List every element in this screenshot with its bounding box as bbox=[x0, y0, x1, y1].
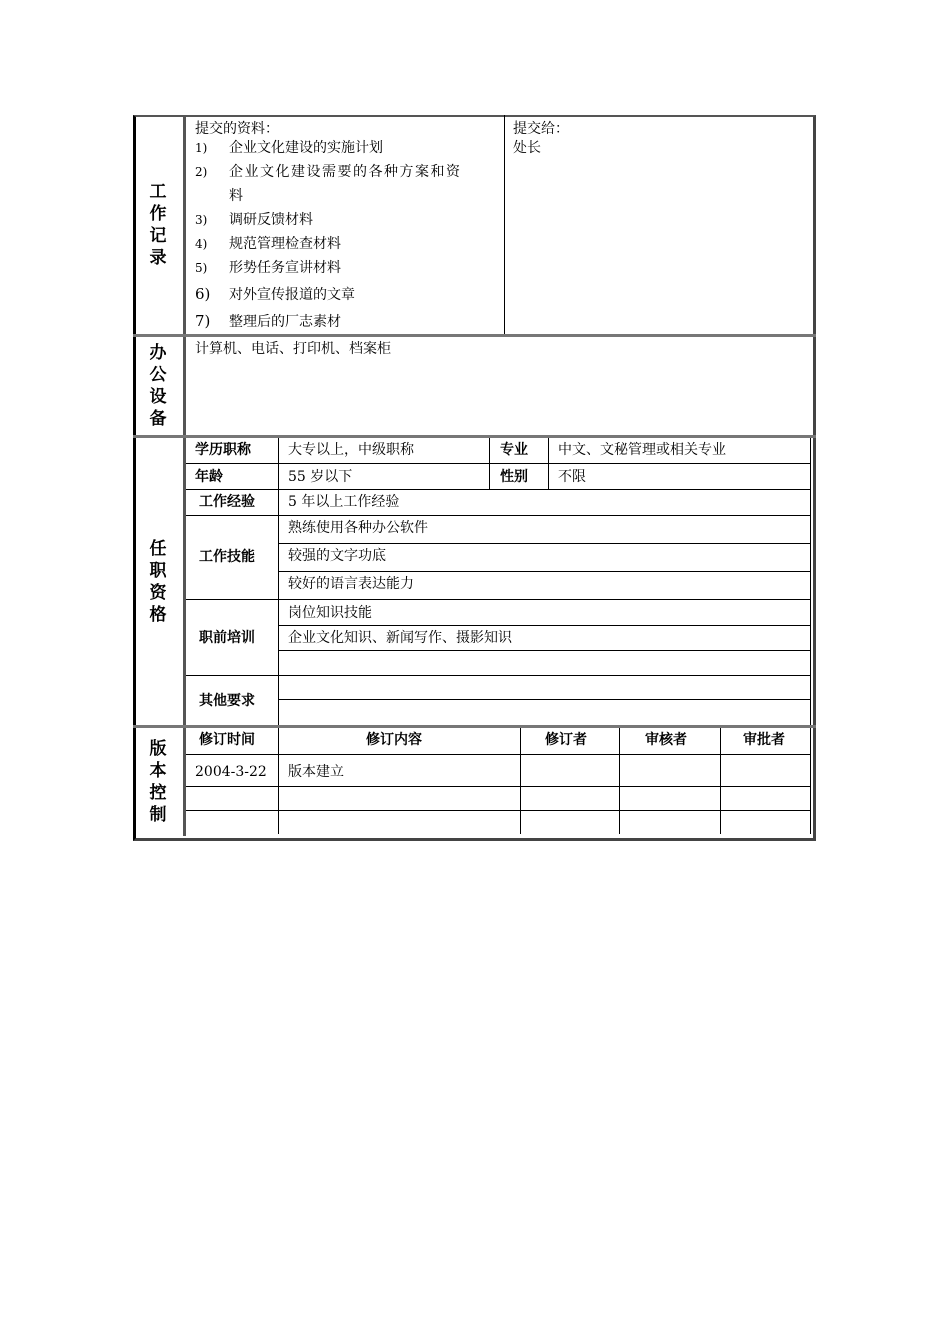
training-label: 职前培训 bbox=[199, 630, 255, 646]
material-item: 5) 形势任务宣讲材料 bbox=[195, 260, 341, 276]
office-equipment-section bbox=[133, 337, 816, 435]
gender-value: 不限 bbox=[558, 469, 586, 485]
submit-materials-title: 提交的资料： bbox=[195, 121, 279, 137]
revision-content-cell: 版本建立 bbox=[288, 764, 344, 780]
version-col-line bbox=[278, 728, 279, 834]
material-item: 3) 调研反馈材料 bbox=[195, 212, 313, 228]
qual-row-line bbox=[278, 571, 811, 572]
qual-col-line bbox=[810, 438, 811, 725]
education-label: 学历职称 bbox=[195, 442, 251, 458]
skills-label: 工作技能 bbox=[199, 549, 255, 565]
major-value: 中文、文秘管理或相关专业 bbox=[558, 442, 726, 458]
qual-row-line bbox=[186, 599, 811, 600]
header-revision-date: 修订时间 bbox=[199, 732, 255, 748]
work-record-divider bbox=[504, 115, 505, 335]
header-approver: 审批者 bbox=[743, 732, 785, 748]
qual-col-line bbox=[278, 438, 279, 725]
version-col-line bbox=[720, 728, 721, 834]
experience-label: 工作经验 bbox=[199, 494, 255, 510]
version-col-line bbox=[810, 728, 811, 834]
qualification-side-label: 任 职 资 格 bbox=[133, 438, 186, 725]
major-label: 专业 bbox=[500, 442, 528, 458]
header-reviewer: 审核者 bbox=[645, 732, 687, 748]
other-label: 其他要求 bbox=[199, 693, 255, 709]
version-row-line bbox=[186, 786, 811, 787]
material-item: 7) 整理后的厂志素材 bbox=[195, 312, 341, 330]
header-revision-content: 修订内容 bbox=[366, 732, 422, 748]
material-item: 1) 企业文化建设的实施计划 bbox=[195, 140, 383, 156]
header-reviser: 修订者 bbox=[545, 732, 587, 748]
education-value: 大专以上，中级职称 bbox=[288, 442, 414, 458]
skill-item: 较好的语言表达能力 bbox=[288, 576, 414, 592]
version-row-line bbox=[186, 754, 811, 755]
office-equipment-side-label: 办 公 设 备 bbox=[133, 337, 186, 435]
qual-row-line bbox=[278, 699, 811, 700]
qual-row-line bbox=[186, 489, 811, 490]
work-record-section bbox=[133, 115, 816, 335]
qual-row-line bbox=[186, 515, 811, 516]
submit-to-value: 处长 bbox=[513, 140, 541, 156]
qual-row-line bbox=[278, 543, 811, 544]
version-row-line bbox=[186, 810, 811, 811]
experience-value: 5 年以上工作经验 bbox=[288, 494, 400, 510]
qual-row-line bbox=[278, 650, 811, 651]
material-item: 2) 企业文化建设需要的各种方案和资 bbox=[195, 164, 462, 180]
gender-label: 性别 bbox=[500, 469, 528, 485]
skill-item: 熟练使用各种办公软件 bbox=[288, 520, 428, 536]
material-item-continued: 料 bbox=[229, 188, 243, 204]
job-description-form bbox=[133, 115, 816, 841]
version-control-section bbox=[133, 728, 816, 836]
qualification-section bbox=[133, 438, 816, 725]
qual-row-line bbox=[278, 625, 811, 626]
version-col-line bbox=[619, 728, 620, 834]
version-control-side-label: 版 本 控 制 bbox=[133, 728, 186, 836]
skill-item: 较强的文字功底 bbox=[288, 548, 386, 564]
material-item: 6) 对外宣传报道的文章 bbox=[195, 285, 355, 303]
material-item: 4) 规范管理检查材料 bbox=[195, 236, 341, 252]
version-col-line bbox=[520, 728, 521, 834]
work-record-side-label: 工 作 记 录 bbox=[133, 115, 186, 335]
training-item: 岗位知识技能 bbox=[288, 605, 372, 621]
training-item: 企业文化知识、新闻写作、摄影知识 bbox=[288, 630, 512, 646]
age-label: 年龄 bbox=[195, 469, 223, 485]
office-equipment-text: 计算机、电话、打印机、档案柜 bbox=[195, 341, 391, 357]
revision-date-cell: 2004-3-22 bbox=[195, 764, 267, 780]
qual-row-line bbox=[186, 675, 811, 676]
age-value: 55 岁以下 bbox=[288, 469, 353, 485]
qual-row-line bbox=[186, 463, 811, 464]
submit-to-title: 提交给： bbox=[513, 121, 569, 137]
